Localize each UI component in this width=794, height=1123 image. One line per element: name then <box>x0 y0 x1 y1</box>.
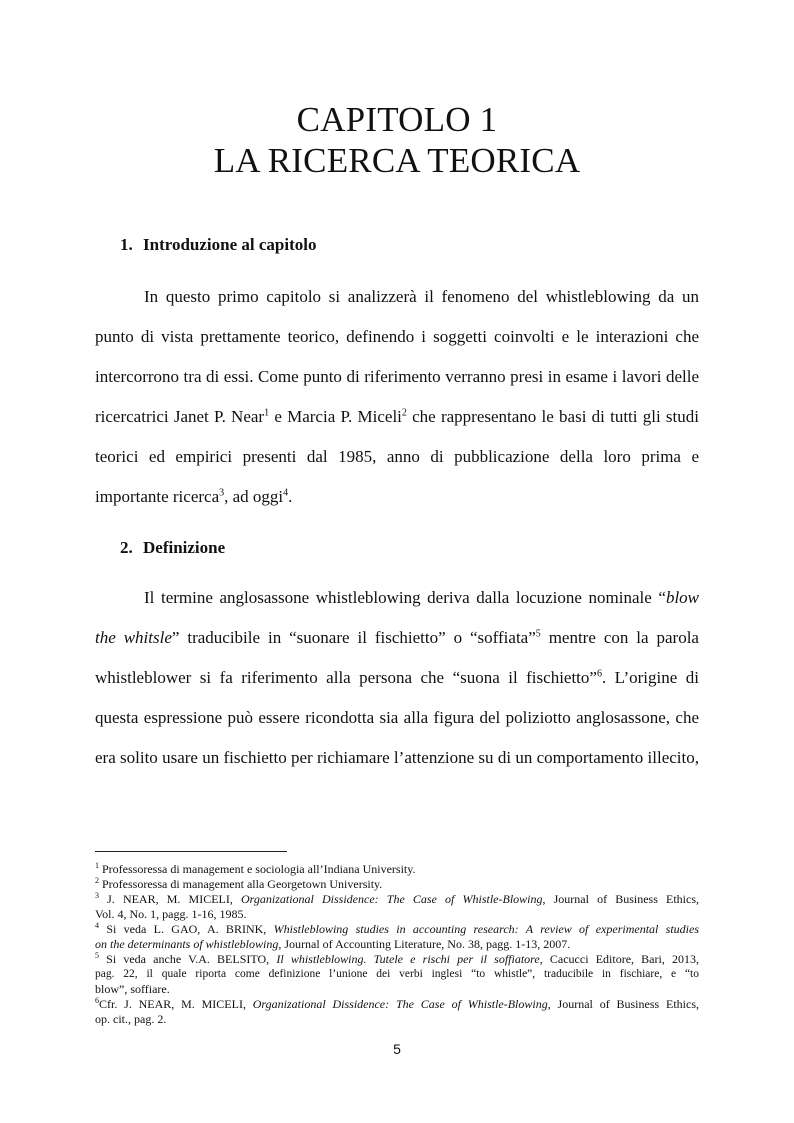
italic-term: the whitsle <box>95 628 172 647</box>
section-heading-definition <box>120 538 225 558</box>
footnote-ref[interactable]: 1 <box>264 407 270 419</box>
paragraph-line: intercorrono tra di essi. Come punto di riferimento verranno presi in esame i lavori delle <box>95 367 699 386</box>
footnote-3 <box>95 892 699 906</box>
footnote-4 <box>95 922 699 936</box>
text-run: , ad oggi <box>224 487 284 506</box>
section-number: 2. <box>120 538 133 557</box>
italic-term: blow <box>665 588 699 607</box>
footnote-mark: 4 <box>95 921 99 930</box>
paragraph-line <box>95 628 699 648</box>
footnote-text: , Journal of Accounting Literature, No. 38, pagg. 1-13, 2007. <box>278 937 571 951</box>
footnote-ref[interactable]: 3 <box>219 487 225 499</box>
paragraph-line: In questo primo capitolo si analizzerà il fenomeno del whistleblowing da un <box>144 287 699 306</box>
footnote-title: Il whistleblowing. Tutele e rischi per il soffiatore <box>276 952 540 966</box>
text-run: whistleblower si fa riferimento alla persona che “suona il fischietto” <box>95 668 597 687</box>
footnote-6-cont: op. cit., pag. 2. <box>95 1012 167 1026</box>
footnote-text: , Cacucci Editore, Bari, 2013, <box>539 952 700 966</box>
text-run: e Marcia P. Miceli <box>269 407 402 426</box>
text-run: Il termine anglosassone whistleblowing deriva dalla locuzione nominale “ <box>144 588 666 607</box>
footnote-mark: 6 <box>95 996 99 1005</box>
footnote-2 <box>95 877 699 891</box>
text-run: importante ricerca <box>95 487 220 506</box>
footnote-mark: 1 <box>95 861 99 870</box>
footnote-title: Organizational Dissidence: The Case of Whistle-Blowing <box>252 997 548 1011</box>
paragraph-line: questa espressione può essere ricondotta sia alla figura del poliziotto anglosassone, che <box>95 708 699 727</box>
footnote-title: Whistleblowing studies in accounting research: A review of experimental studies <box>273 922 700 936</box>
chapter-number: CAPITOLO 1 <box>296 100 498 139</box>
footnote-5-end: blow”, soffiare. <box>95 982 170 996</box>
text-run: ricercatrici Janet P. Near <box>95 407 265 426</box>
footnote-text: Si veda anche V.A. BELSITO, <box>106 952 277 966</box>
footnote-separator <box>95 851 287 852</box>
text-run: . <box>288 487 293 506</box>
section-number: 1. <box>120 235 133 254</box>
chapter-title: LA RICERCA TEORICA <box>213 141 581 180</box>
text-run: ” traducibile in “suonare il fischietto” o “soffiata” <box>171 628 536 647</box>
text-run: . L’origine di <box>601 668 699 687</box>
section-title: Introduzione al capitolo <box>143 235 317 254</box>
footnote-text: J. NEAR, M. MICELI, <box>107 892 241 906</box>
text-run: mentre con la parola <box>540 628 699 647</box>
paragraph-line <box>144 588 699 608</box>
page-number: 5 <box>393 1041 401 1057</box>
footnote-text: Professoressa di management e sociologia all’Indiana University. <box>102 862 416 876</box>
footnote-1 <box>95 862 699 876</box>
footnote-text: , Journal of Business Ethics, <box>542 892 699 906</box>
paragraph-line: punto di vista prettamente teorico, definendo i soggetti coinvolti e le interazioni che <box>95 327 699 346</box>
section-heading-introduction <box>120 235 316 255</box>
footnote-mark: 5 <box>95 951 99 960</box>
footnote-3-cont: Vol. 4, No. 1, pagg. 1-16, 1985. <box>95 907 247 921</box>
footnote-6 <box>95 997 699 1011</box>
footnote-text: Si veda L. GAO, A. BRINK, <box>106 922 274 936</box>
footnote-5-cont: pag. 22, il quale riporta come definizione l’unione dei verbi inglesi “to whistle”, traducibile in fischiare, e “to <box>95 968 699 980</box>
footnote-text: , Journal of Business Ethics, <box>547 997 699 1011</box>
footnote-title: on the determinants of whistleblowing <box>95 937 279 951</box>
footnote-5 <box>95 952 699 966</box>
footnote-ref[interactable]: 2 <box>401 407 407 419</box>
paragraph-line: teorici ed empirici presenti dal 1985, anno di pubblicazione della loro prima e <box>95 447 699 466</box>
footnote-text: Professoressa di management alla Georgetown University. <box>102 877 383 891</box>
footnote-text: Cfr. J. NEAR, M. MICELI, <box>99 997 253 1011</box>
paragraph-line: era solito usare un fischietto per richiamare l’attenzione su di un comportamento illecito, <box>95 748 699 767</box>
footnote-ref[interactable]: 4 <box>283 487 289 499</box>
footnote-mark: 2 <box>95 876 99 885</box>
footnote-mark: 3 <box>95 891 99 900</box>
paragraph-line <box>95 407 699 427</box>
text-run: che rappresentano le basi di tutti gli studi <box>406 407 699 426</box>
footnote-title: Organizational Dissidence: The Case of Whistle-Blowing <box>240 892 543 906</box>
footnote-ref[interactable]: 5 <box>535 628 541 640</box>
paragraph-line <box>95 487 699 507</box>
paragraph-line <box>95 668 699 688</box>
footnote-4-cont <box>95 937 699 951</box>
footnote-ref[interactable]: 6 <box>596 668 602 680</box>
section-title: Definizione <box>143 538 226 557</box>
